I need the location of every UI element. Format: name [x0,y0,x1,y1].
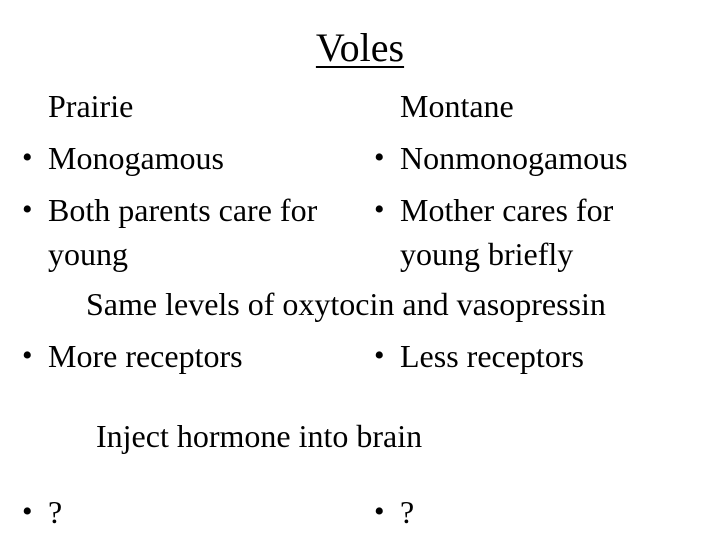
bullet-icon: • [374,495,385,528]
left-result: ? [48,494,63,530]
right-heading: Montane [400,88,514,124]
bullet-icon: • [22,193,33,226]
slide-title [0,26,720,70]
bullet-icon: • [374,141,385,174]
right-item-mother-cares-line1: Mother cares for [400,192,614,228]
bullet-icon: • [374,193,385,226]
bullet-icon: • [22,339,33,372]
right-item-mother-cares-line2: young briefly [400,236,574,272]
right-item-nonmonogamous: Nonmonogamous [400,140,628,176]
experiment-text: Inject hormone into brain [96,418,423,454]
shared-note: Same levels of oxytocin and vasopressin [86,286,606,322]
left-item-monogamous: Monogamous [48,140,224,176]
right-result: ? [400,494,415,530]
left-receptors: More receptors [48,338,243,374]
right-receptors: Less receptors [400,338,584,374]
left-item-parents-care-line1: Both parents care for [48,192,318,228]
bullet-icon: • [22,141,33,174]
left-item-parents-care-line2: young [48,236,128,272]
bullet-icon: • [374,339,385,372]
bullet-icon: • [22,495,33,528]
left-heading: Prairie [48,88,134,124]
slide-title-text: Voles [315,25,405,70]
